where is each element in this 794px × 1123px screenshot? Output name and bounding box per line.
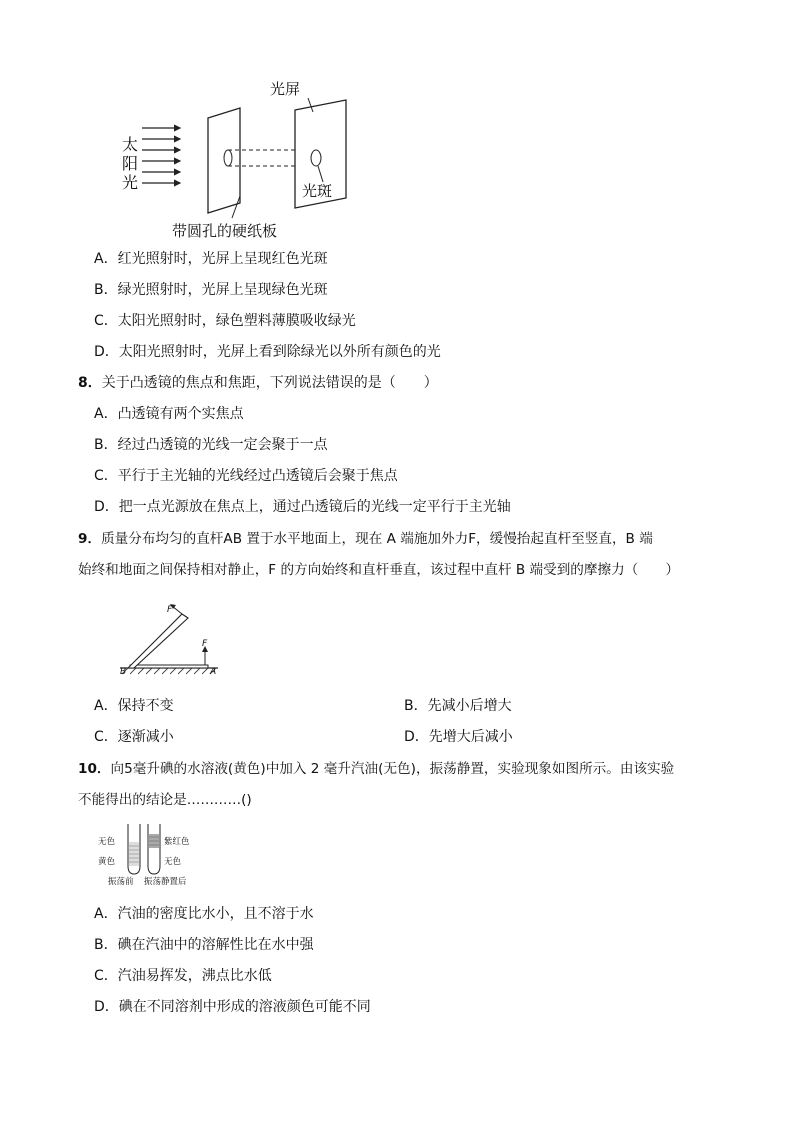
q8-option-b: B．经过凸透镜的光线一定会聚于一点 — [94, 437, 328, 453]
caption-before: 振荡前 — [108, 877, 134, 887]
q8-option-c: C．平行于主光轴的光线经过凸透镜后会聚于焦点 — [94, 468, 398, 484]
q8-stem-text: 关于凸透镜的焦点和焦距，下列说法错误的是（ ） — [101, 375, 438, 391]
tube-after — [148, 824, 160, 874]
q9-option-c: C．逐渐减小 — [94, 729, 174, 745]
point-b-label: B — [120, 667, 127, 677]
q7-option-b: B．绿光照射时，光屏上呈现绿色光斑 — [94, 282, 328, 298]
q10-stem-line2: 不能得出的结论是…………() — [78, 792, 252, 808]
sun-label-3: 光 — [122, 173, 139, 192]
q7-option-a: A．红光照射时，光屏上呈现红色光斑 — [94, 251, 328, 267]
rod-flat — [130, 665, 208, 668]
q10-stem-line1 — [78, 760, 674, 778]
q10-option-a: A．汽油的密度比水小，且不溶于水 — [94, 906, 314, 922]
rod-inclined — [128, 614, 188, 668]
sunlight-arrows — [142, 128, 180, 183]
q9-stem-line1 — [78, 530, 653, 548]
light-spot — [311, 150, 321, 166]
q9-option-d: D．先增大后减小 — [404, 729, 513, 745]
q7-option-c: C．太阳光照射时，绿色塑料薄膜吸收绿光 — [94, 313, 356, 329]
q9-stem-text-1: 质量分布均匀的直杆AB 置于水平地面上，现在 A 端施加外力F，缓慢抬起直杆至竖直，B 端 — [101, 531, 653, 547]
label-right-bottom: 无色 — [164, 857, 182, 867]
q9-number: 9． — [78, 531, 102, 547]
q10-option-d: D．碘在不同溶剂中形成的溶液颜色可能不同 — [94, 999, 371, 1015]
screen-label: 光屏 — [270, 80, 301, 98]
light-experiment-figure — [110, 78, 370, 243]
label-left-bottom: 黄色 — [98, 857, 116, 867]
q10-option-c: C．汽油易挥发，沸点比水低 — [94, 968, 272, 984]
spot-label: 光斑 — [302, 182, 333, 200]
q9-stem-line2: 始终和地面之间保持相对静止，F 的方向始终和直杆垂直，该过程中直杆 B 端受到的摩擦力（ ） — [78, 562, 680, 578]
q10-number: 10． — [78, 761, 111, 777]
q8-number: 8． — [78, 375, 102, 391]
sun-label-1: 太 — [122, 135, 139, 154]
label-right-top: 紫红色 — [164, 837, 190, 847]
q10-stem-text-1: 向5毫升碘的水溶液(黄色)中加入 2 毫升汽油(无色)，振荡静置，实验现象如图所示。由该实验 — [110, 761, 675, 777]
label-left-top: 无色 — [98, 837, 116, 847]
q9-option-b: B．先减小后增大 — [404, 698, 512, 714]
q7-option-d: D．太阳光照射时，光屏上看到除绿光以外所有颜色的光 — [94, 344, 441, 360]
sun-label-2: 阳 — [122, 154, 139, 173]
force-label-1: F — [167, 605, 173, 615]
test-tube-figure — [94, 820, 206, 888]
force-label-2: F — [202, 639, 208, 649]
board-hole — [224, 150, 232, 166]
point-a-label: A — [210, 667, 217, 677]
board-label: 带圆孔的硬纸板 — [172, 222, 278, 240]
q9-option-a: A．保持不变 — [94, 698, 174, 714]
q8-option-d: D．把一点光源放在焦点上，通过凸透镜后的光线一定平行于主光轴 — [94, 499, 511, 515]
q8-stem — [78, 374, 438, 392]
rod-figure — [112, 602, 232, 680]
q10-option-b: B．碘在汽油中的溶解性比在水中强 — [94, 937, 314, 953]
q8-option-a: A．凸透镜有两个实焦点 — [94, 406, 244, 422]
caption-after: 振荡静置后 — [144, 877, 187, 887]
